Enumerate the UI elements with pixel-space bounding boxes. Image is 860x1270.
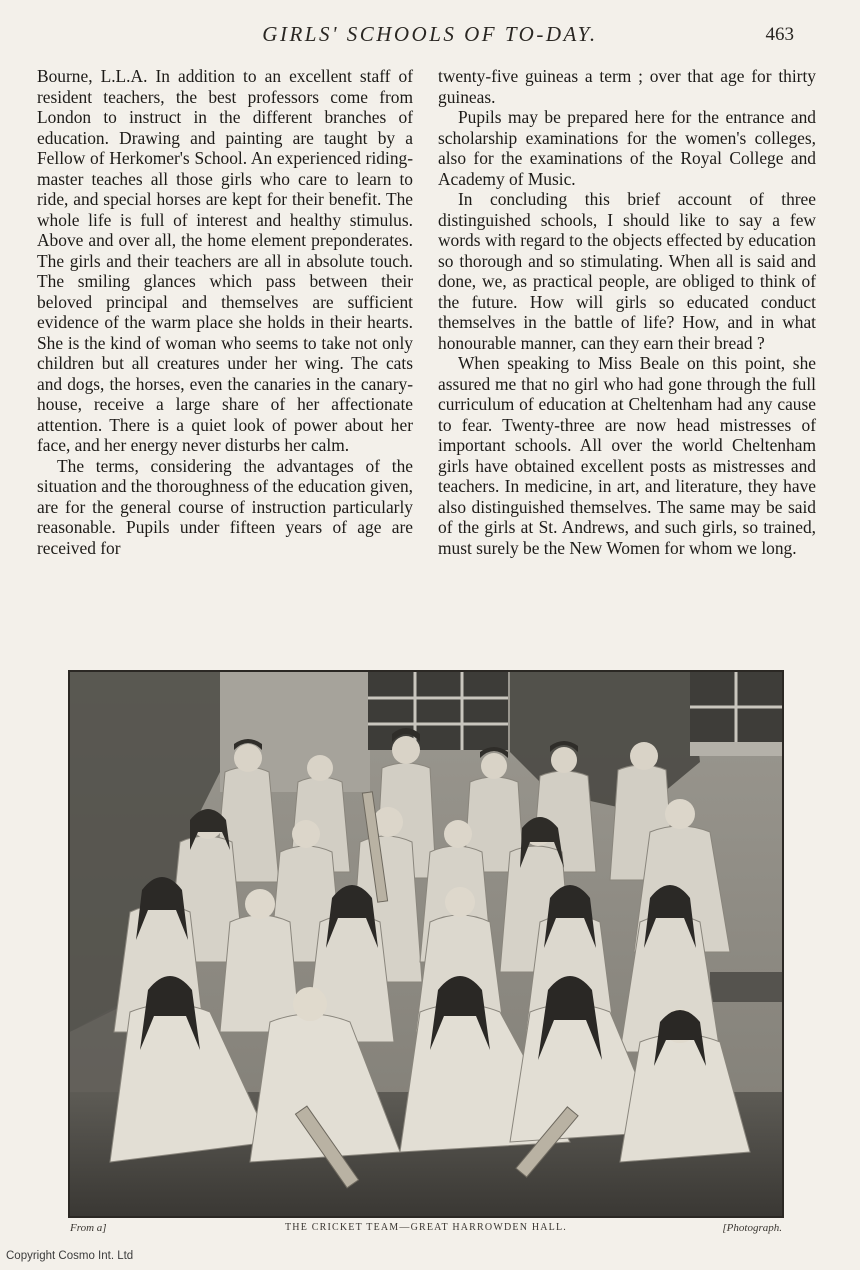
caption-type: [Photograph. (722, 1222, 782, 1234)
caption-title: THE CRICKET TEAM—GREAT HARROWDEN HALL. (285, 1222, 567, 1233)
right-paragraph-2: Pupils may be prepared here for the entrance and scholarship examinations for the women's colleges, also for the examinations of the Royal College and Academy of Music. (438, 107, 816, 189)
running-title: GIRLS' SCHOOLS OF TO-DAY. (262, 22, 598, 46)
left-paragraph-1: Bourne, L.L.A. In addition to an excellent staff of resident teachers, the best professors come from London to instruct in the different branches of education. Drawing and painting are taught by a Fellow of Herkomer's School. An experienced riding-master teaches all those girls who care to learn to ride, and special horses are kept for their benefit. The whole life is full of interest and healthy stimulus. Above and over all, the home element preponderates. The girls and their teachers are all in absolute touch. The smiling glances which pass between their beloved principal and themselves are sufficient evidence of the warm place she holds in their hearts. She is the kind of woman who seems to take not only children but all creatures under her wing. The cats and dogs, the horses, even the canaries in the canary-house, receive a large share of her affectionate attention. There is a quiet look of power about her face, and her energy never disturbs her calm. (37, 66, 413, 455)
copyright-watermark: Copyright Cosmo Int. Ltd (6, 1250, 134, 1262)
cricket-team-photograph (68, 670, 784, 1218)
page-number: 463 (765, 24, 794, 45)
left-paragraph-2: The terms, considering the advantages of the situation and the thoroughness of the education given, are for the general course of instruction particularly reasonable. Pupils under fifteen years of age are received for (37, 455, 413, 558)
left-column (37, 66, 413, 558)
caption-source: From a] (70, 1222, 107, 1234)
right-column (438, 66, 816, 558)
right-paragraph-4: When speaking to Miss Beale on this point, she assured me that no girl who had gone through the full curriculum of education at Cheltenham had any cause to fear. Twenty-three are now head mistresses of important schools. All over the world Cheltenham girls have obtained excellent posts as mistresses and teachers. In medicine, in art, and literature, they have also distinguished themselves. The same may be said of the girls at St. Andrews, and such girls, so trained, must surely be the New Women for whom we long. (438, 353, 816, 558)
right-paragraph-3: In concluding this brief account of three distinguished schools, I should like to say a few words with regard to the objects effected by education so thorough and so stimulating. When all is said and done, we, as practical people, are obliged to think of the future. How will girls so educated conduct themselves in the battle of life? How, and in what honourable manner, can they earn their bread ? (438, 189, 816, 353)
photo-caption (70, 1222, 782, 1238)
photo-illustration (70, 672, 782, 1216)
right-paragraph-1: twenty-five guineas a term ; over that age for thirty guineas. (438, 66, 816, 107)
running-header (0, 22, 860, 52)
